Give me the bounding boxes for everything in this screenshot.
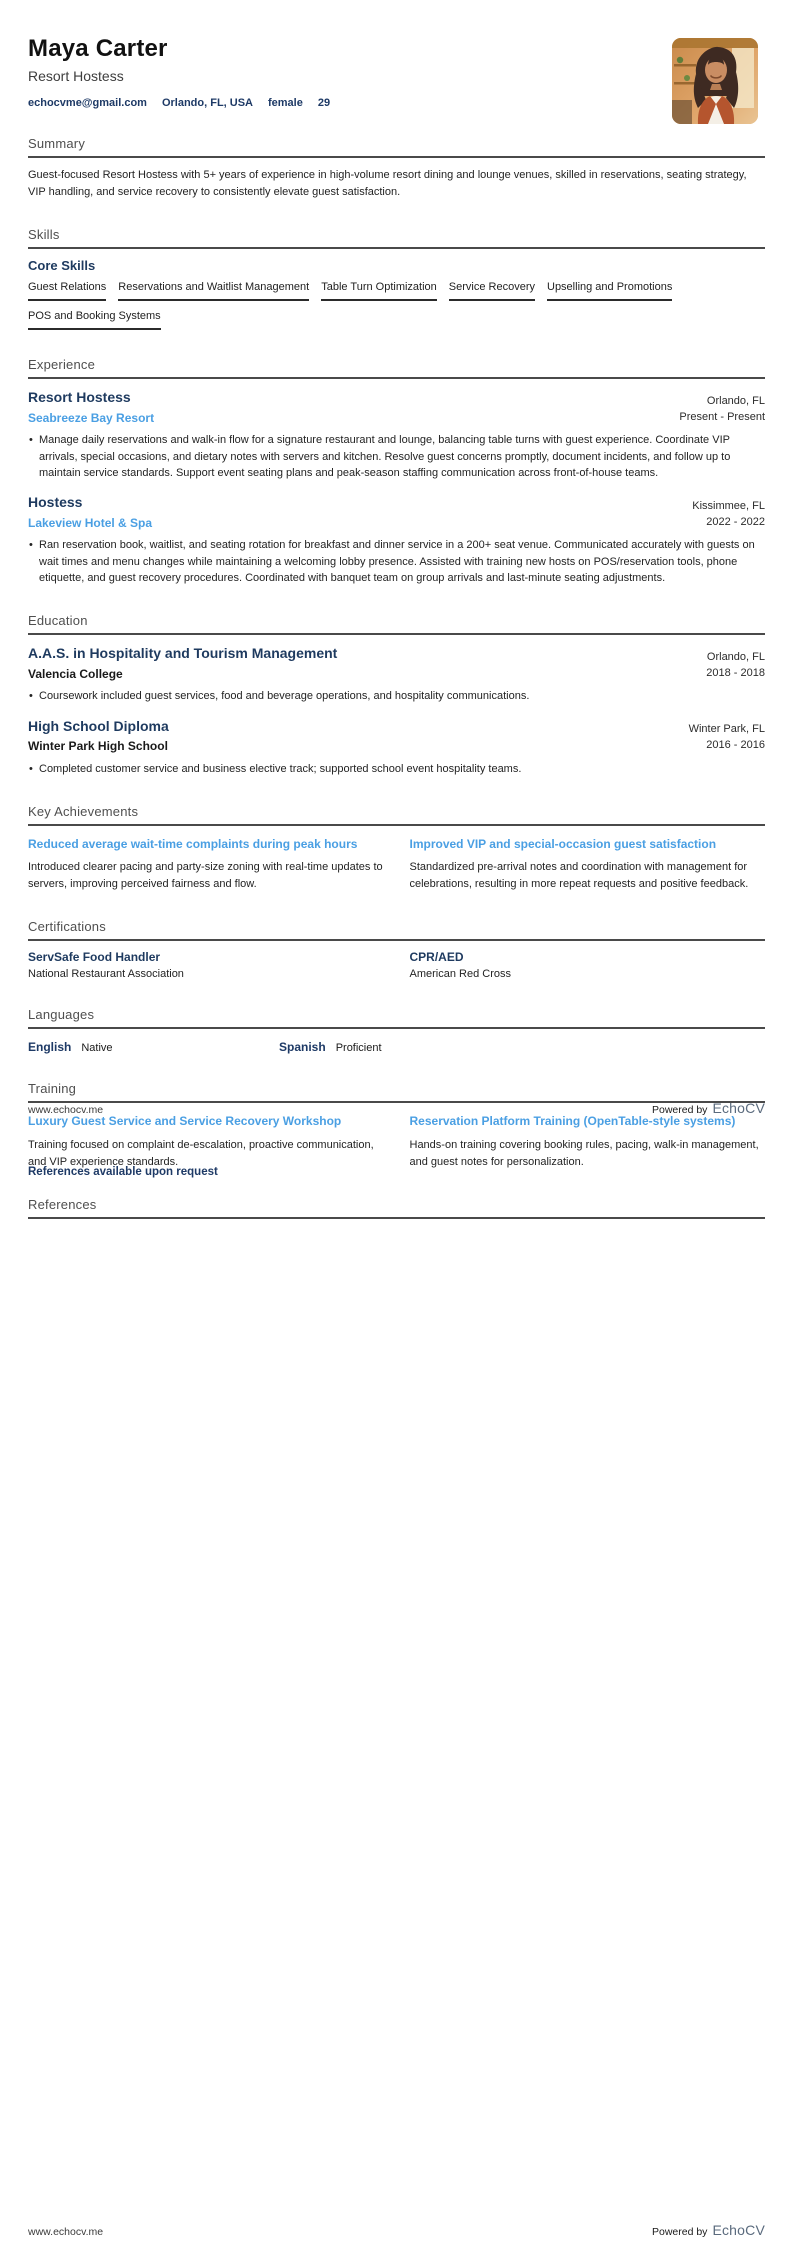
- brand-link[interactable]: EchoCV: [712, 2222, 765, 2238]
- language-level: Proficient: [335, 1042, 382, 1055]
- skill-chip: Guest Relations: [28, 281, 106, 301]
- footer-site-link[interactable]: www.echocv.me: [28, 2226, 104, 2238]
- school-name: Valencia College: [28, 666, 123, 681]
- training-title: Luxury Guest Service and Service Recovery Workshop: [28, 1114, 342, 1129]
- person-name: Maya Carter: [28, 35, 168, 62]
- references-note: References available upon request: [28, 1166, 218, 1178]
- references-heading: References: [28, 1197, 765, 1219]
- training-heading: Training: [28, 1081, 765, 1103]
- experience-entry: [28, 494, 765, 586]
- powered-by: [652, 1100, 765, 1116]
- summary-heading: Summary: [28, 136, 765, 158]
- section-experience: [28, 357, 765, 586]
- certifications-heading: Certifications: [28, 919, 765, 941]
- certification-issuer: National Restaurant Association: [28, 968, 184, 981]
- contact-email[interactable]: echocvme@gmail.com: [28, 97, 147, 110]
- language-item: [28, 1040, 263, 1054]
- job-location: Orlando, FL: [706, 394, 765, 407]
- education-entry: [28, 645, 765, 704]
- job-dates: Present - Present: [679, 410, 765, 423]
- certification-name: CPR/AED: [409, 950, 464, 965]
- training-title: Reservation Platform Training (OpenTable-style systems): [409, 1114, 736, 1129]
- job-location: Kissimmee, FL: [692, 499, 765, 512]
- profile-photo: [672, 38, 758, 124]
- contact-row: [28, 97, 765, 109]
- summary-text: Guest-focused Resort Hostess with 5+ years of experience in high-volume resort dining and lounge venues, skilled in reservations, seating strategy, VIP handling, and service recovery to consistently elevate guest satisfaction.: [28, 169, 747, 198]
- skill-chip: Table Turn Optimization: [321, 281, 437, 301]
- certification-item: [28, 950, 384, 980]
- powered-by-label: Powered by: [651, 2226, 708, 2238]
- section-languages: [28, 1007, 765, 1054]
- page-footer: [28, 2222, 765, 2238]
- job-title: Hostess: [28, 494, 83, 511]
- language-item: [279, 1040, 514, 1054]
- person-job-title: Resort Hostess: [28, 68, 124, 85]
- resume-header: [28, 36, 765, 109]
- section-skills: [28, 227, 765, 330]
- achievement-item: [410, 837, 766, 893]
- job-dates: 2022 - 2022: [706, 515, 765, 528]
- skill-chip: Upselling and Promotions: [547, 281, 672, 301]
- achievement-text: Standardized pre-arrival notes and coordination with management for celebrations, resulting in more repeat requests and positive feedback.: [409, 861, 749, 890]
- training-item: [28, 1114, 384, 1170]
- school-location: Winter Park, FL: [688, 723, 765, 736]
- certification-name: ServSafe Food Handler: [28, 950, 161, 965]
- training-text: Hands-on training covering booking rules, pacing, walk-in management, and guest notes for personalization.: [409, 1139, 759, 1168]
- contact-age: 29: [317, 97, 331, 110]
- skills-heading: Skills: [28, 227, 765, 249]
- school-location: Orlando, FL: [706, 650, 765, 663]
- achievement-title: Reduced average wait-time complaints during peak hours: [28, 836, 358, 851]
- job-bullet: • Manage daily reservations and walk-in flow for a signature restaurant and lounge, balancing table turns with guest experience. Coordinate VIP arrivals, special occasions, and dietary notes with servers and kitchen. Resolve guest concerns promptly, document incidents, and follow up to maintain service standards. Support event seating plans and peak-season staffing communication across front-of-house teams.: [28, 432, 765, 481]
- section-references: [28, 1197, 765, 1219]
- degree-title: High School Diploma: [28, 717, 169, 734]
- skill-chip: Service Recovery: [449, 281, 535, 301]
- section-training: [28, 1081, 765, 1170]
- certification-issuer: American Red Cross: [409, 968, 511, 981]
- achievement-text: Introduced clearer pacing and party-size zoning with real-time updates to servers, improving perceived fairness and flow.: [28, 861, 383, 890]
- skills-group-title: Core Skills: [28, 258, 96, 274]
- brand-link[interactable]: EchoCV: [712, 1100, 765, 1116]
- section-achievements: [28, 804, 765, 893]
- profile-photo-illustration: [672, 38, 758, 124]
- skill-chip: Reservations and Waitlist Management: [118, 281, 309, 301]
- powered-by: [652, 2222, 765, 2238]
- languages-heading: Languages: [28, 1007, 765, 1029]
- language-level: Native: [81, 1042, 113, 1055]
- education-bullet: • Completed customer service and business elective track; supported school event hospitality teams.: [28, 761, 765, 777]
- experience-heading: Experience: [28, 357, 765, 379]
- experience-entry: [28, 389, 765, 481]
- school-dates: 2018 - 2018: [706, 666, 765, 679]
- certification-item: [410, 950, 766, 980]
- school-name: Winter Park High School: [28, 739, 168, 754]
- page-footer: [28, 1100, 765, 1116]
- school-dates: 2016 - 2016: [706, 739, 765, 752]
- skill-chip: POS and Booking Systems: [28, 310, 161, 330]
- language-name: English: [28, 1040, 72, 1055]
- powered-by-label: Powered by: [651, 1104, 708, 1116]
- job-company: Lakeview Hotel & Spa: [28, 515, 153, 530]
- section-summary: [28, 136, 765, 200]
- footer-site-link[interactable]: www.echocv.me: [28, 1104, 104, 1116]
- training-text: Training focused on complaint de-escalation, proactive communication, and VIP experience standards.: [28, 1139, 374, 1168]
- contact-location: Orlando, FL, USA: [161, 97, 253, 110]
- education-entry: [28, 718, 765, 777]
- education-bullet: • Coursework included guest services, food and beverage operations, and hospitality communications.: [28, 688, 765, 704]
- job-title: Resort Hostess: [28, 389, 131, 406]
- training-item: [410, 1114, 766, 1170]
- job-company: Seabreeze Bay Resort: [28, 410, 155, 425]
- education-heading: Education: [28, 613, 765, 635]
- achievement-item: [28, 837, 384, 893]
- degree-title: A.A.S. in Hospitality and Tourism Management: [28, 645, 338, 662]
- contact-gender: female: [268, 97, 303, 110]
- achievement-title: Improved VIP and special-occasion guest satisfaction: [409, 836, 717, 851]
- section-education: [28, 613, 765, 777]
- job-bullet: • Ran reservation book, waitlist, and seating rotation for breakfast and dinner service in a 200+ seat venue. Communicated accurately with guests on wait times and menu changes while maintaining a welcoming lobby presence. Assisted with training new hosts on POS/reservation tools, phone etiquette, and guest recovery procedures. Coordinated with banquet team on group arrivals and last-minute seating adjustments.: [28, 537, 765, 586]
- section-certifications: [28, 919, 765, 980]
- skills-list: [28, 281, 765, 330]
- achievements-heading: Key Achievements: [28, 804, 765, 826]
- language-name: Spanish: [279, 1040, 326, 1055]
